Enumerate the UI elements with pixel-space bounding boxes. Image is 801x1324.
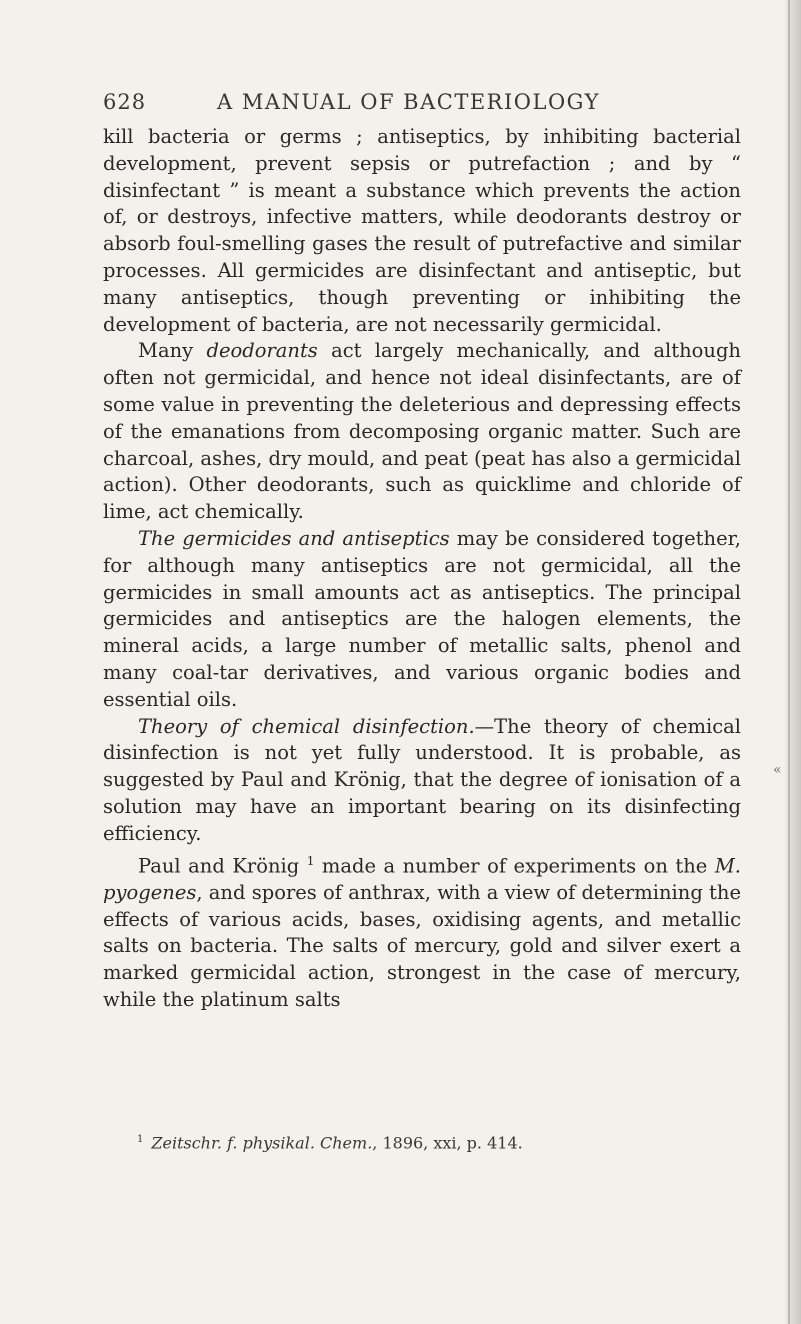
paragraph-3-text: may be considered together, for although many antiseptics are not germicidal, all the germicides in small amounts act as antiseptics. The principal germicides and antiseptics are the halogen elements, the mineral acids, a large number of metallic salts, phenol and many coal-tar derivatives, and various organic bodies and essential oils. — [103, 526, 741, 711]
paragraph-4 — [103, 714, 741, 848]
paragraph-2 — [103, 338, 741, 526]
footnote-reference[interactable]: 1 — [306, 853, 315, 868]
paragraph-5-mid: made a number of experiments on the — [314, 854, 715, 878]
running-title: A MANUAL OF BACTERIOLOGY — [217, 90, 600, 114]
running-head — [103, 90, 703, 116]
term-germicides-antiseptics: The germicides and antiseptics — [138, 526, 450, 550]
footnote-citation: , 1896, xxi, p. 414. — [372, 1133, 523, 1153]
paragraph-1 — [103, 124, 741, 338]
paragraph-1-text: kill bacteria or germs ; antiseptics, by inhibiting bacterial development, prevent sepsis or putrefaction ; and by “ disinfectant ” is meant a substance which prevents the action of, or destroys, infective matters, while deodorants destroy or absorb foul-smelling gases the result of putrefactive and similar processes. All germicides are disinfectant and antiseptic, but many antiseptics, though preventing or inhibiting the development of bacteria, are not necessarily germicidal. — [103, 125, 741, 336]
term-deodorants: deodorants — [206, 339, 318, 363]
paragraph-2-pre: Many — [138, 339, 207, 363]
footnote-journal: Zeitschr. f. physikal. Chem. — [151, 1133, 373, 1153]
margin-mark: « — [773, 762, 782, 778]
footnote — [137, 1130, 737, 1153]
body-text — [103, 124, 741, 1014]
paragraph-5 — [103, 848, 741, 1014]
heading-theory-chemical-disinfection: Theory of chemical disinfection. — [138, 714, 475, 738]
paragraph-4-text: —The theory of chemical disinfection is not yet fully understood. It is probable, as suggested by Paul and Krönig, that the degree of ionisation of a solution may have an important bearing on its disinfecting efficiency. — [103, 714, 741, 845]
page-number: 628 — [103, 90, 147, 114]
term-m-pyogenes: M. pyogenes — [103, 854, 741, 904]
page-edge-line — [788, 0, 790, 1324]
paragraph-5-pre: Paul and Krönig — [138, 854, 307, 878]
footnote-marker: 1 — [137, 1134, 144, 1145]
paragraph-5-text: , and spores of anthrax, with a view of determining the effects of various acids, bases, oxidising agents, and metallic salts on bacteria. The salts of mercury, gold and silver exert a marked germicidal action, strongest in the case of mercury, while the platinum salts — [103, 880, 741, 1011]
paragraph-3 — [103, 526, 741, 714]
paragraph-2-text: act largely mechanically, and although often not germicidal, and hence not ideal disinfectants, are of some value in preventing the deleterious and depressing effects of the emanations from decomposing organic matter. Such are charcoal, ashes, dry mould, and peat (peat has also a germicidal action). Other deodorants, such as quicklime and chloride of lime, act chemically. — [103, 339, 741, 524]
